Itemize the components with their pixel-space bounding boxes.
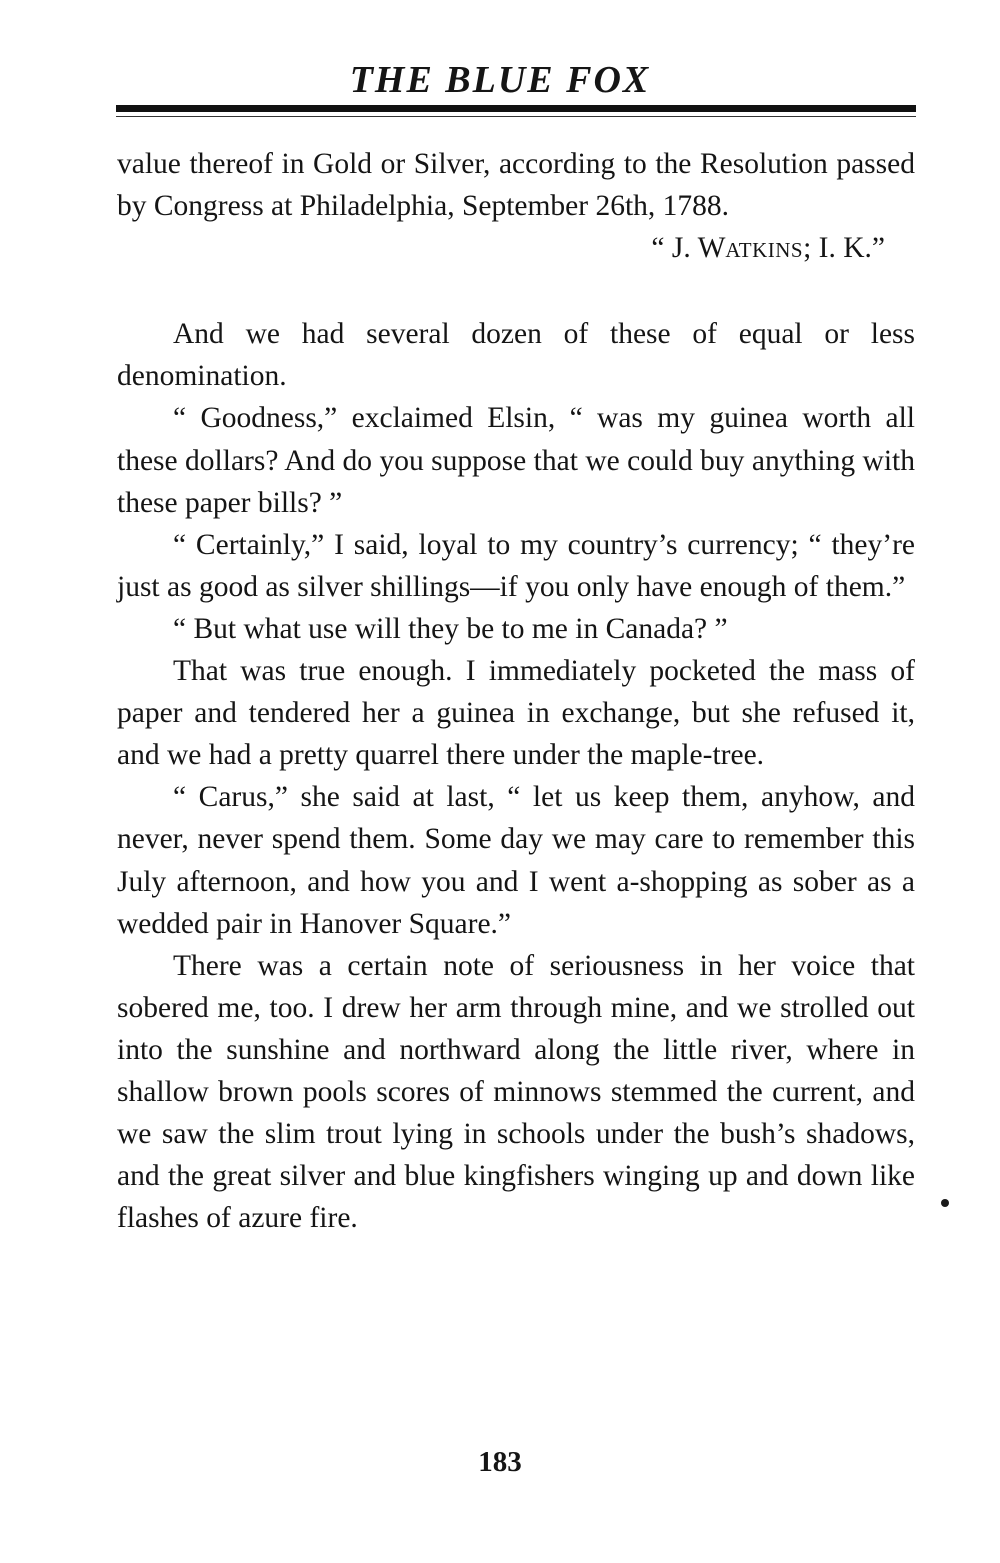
header-rule-thick bbox=[116, 105, 916, 112]
signature-line bbox=[117, 227, 915, 271]
header-rule-thin bbox=[116, 116, 916, 117]
running-head: THE BLUE FOX bbox=[349, 59, 651, 101]
page-number: 183 bbox=[478, 1446, 522, 1478]
paragraph: “ But what use will they be to me in Canada? ” bbox=[173, 612, 728, 645]
body-text bbox=[117, 143, 915, 1239]
paragraph: “ Goodness,” exclaimed Elsin, “ was my guinea worth all these dollars? And do you suppose that we could buy anything with these paper bills? ” bbox=[117, 402, 915, 519]
signature-tail: ; I. K.” bbox=[803, 232, 885, 265]
signature-open-quote: “ bbox=[651, 232, 672, 265]
paragraph-continued: value thereof in Gold or Silver, according to the Resolution passed by Congress at Philadelphia, September 26th, 1788. bbox=[117, 148, 915, 223]
signature-surname-rest: ATKINS bbox=[725, 238, 804, 263]
signature-surname-initial: W bbox=[697, 232, 726, 265]
signature-initial: J. bbox=[671, 232, 698, 265]
paragraph: And we had several dozen of these of equal or less denomination. bbox=[117, 318, 915, 393]
paragraph: “ Certainly,” I said, loyal to my country’s currency; “ they’re just as good as silver shillings—if you only have enough of them.” bbox=[117, 528, 915, 603]
paragraph: “ Carus,” she said at last, “ let us keep them, anyhow, and never, never spend them. Some day we may care to remember this July afternoon, and how you and I went a-shopping as sober as a wedded pair in Hanover Square.” bbox=[117, 781, 915, 940]
margin-ink-dot bbox=[941, 1199, 949, 1207]
paragraph: There was a certain note of seriousness in her voice that sobered me, too. I drew her arm through mine, and we strolled out into the sunshine and northward along the little river, where in shallow brown pools scores of minnows stemmed the current, and we saw the slim trout lying in schools under the bush’s shadows, and the great silver and blue kingfishers winging up and down like flashes of azure fire. bbox=[117, 949, 915, 1235]
paragraph: That was true enough. I immediately pocketed the mass of paper and tendered her a guinea in exchange, but she refused it, and we had a pretty quarrel there under the maple-tree. bbox=[117, 655, 915, 772]
